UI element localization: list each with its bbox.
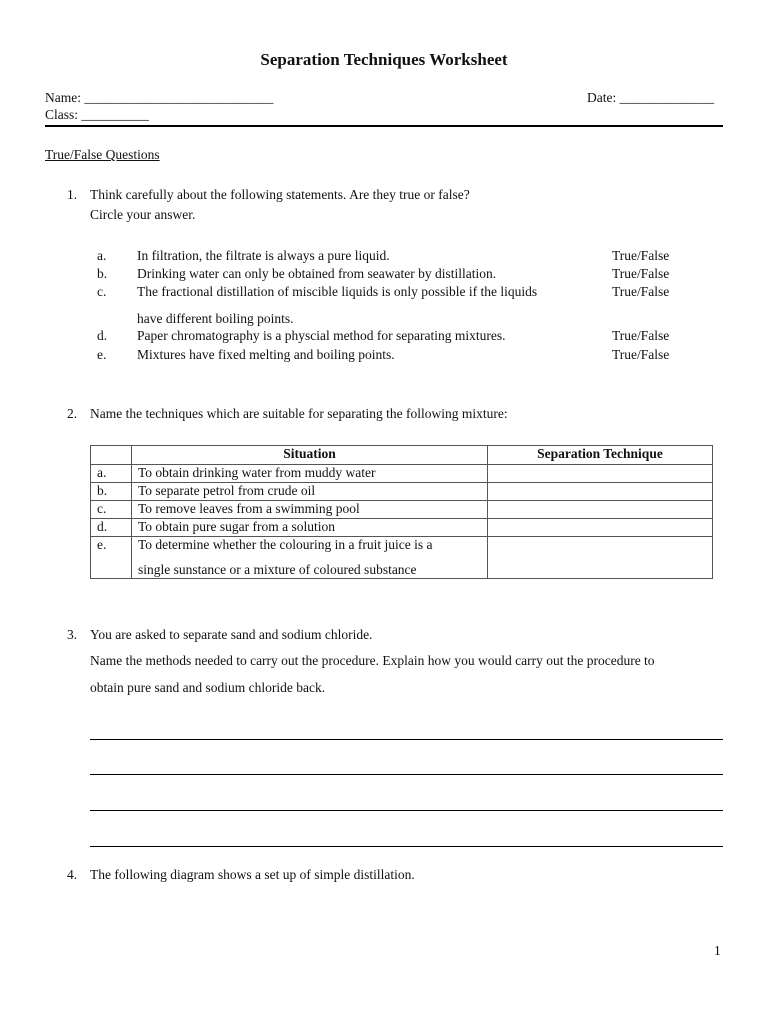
q1-item-text: Paper chromatography is a physcial method for separating mixtures. bbox=[137, 328, 506, 343]
table-row bbox=[91, 501, 713, 519]
table-row bbox=[91, 465, 713, 483]
row-situation bbox=[132, 537, 488, 579]
q1-item-letter: d. bbox=[97, 328, 108, 343]
row-letter: c. bbox=[91, 501, 132, 519]
q1-item-letter: e. bbox=[97, 347, 107, 362]
row-letter: b. bbox=[91, 483, 132, 501]
q1-item-text: In filtration, the filtrate is always a pure liquid. bbox=[137, 248, 390, 263]
row-technique-answer[interactable] bbox=[488, 537, 713, 579]
q1-item-text: Drinking water can only be obtained from seawater by distillation. bbox=[137, 266, 497, 281]
q1-item-answer[interactable]: True/False bbox=[612, 328, 670, 343]
row-letter: a. bbox=[91, 465, 132, 483]
row-letter: d. bbox=[91, 519, 132, 537]
q4-number: 4. bbox=[67, 867, 78, 882]
table-header-letter bbox=[91, 446, 132, 465]
q3-text-line2: Name the methods needed to carry out the procedure. Explain how you would carry out the procedure to bbox=[90, 653, 655, 668]
answer-line[interactable] bbox=[90, 810, 723, 811]
q1-item-answer[interactable]: True/False bbox=[612, 347, 670, 362]
answer-line[interactable] bbox=[90, 774, 723, 775]
q3-number: 3. bbox=[67, 627, 78, 642]
page-number: 1 bbox=[714, 943, 721, 958]
q1-item-answer[interactable]: True/False bbox=[612, 266, 670, 281]
answer-line[interactable] bbox=[90, 739, 723, 740]
row-situation-line1: To determine whether the colouring in a fruit juice is a bbox=[138, 537, 433, 552]
table-row bbox=[91, 519, 713, 537]
table-row bbox=[91, 483, 713, 501]
row-situation: To separate petrol from crude oil bbox=[132, 483, 488, 501]
q1-item-answer[interactable]: True/False bbox=[612, 284, 670, 299]
q4-text: The following diagram shows a set up of simple distillation. bbox=[90, 867, 415, 882]
row-technique-answer[interactable] bbox=[488, 501, 713, 519]
q1-instruction: Circle your answer. bbox=[90, 207, 196, 222]
section-title: True/False Questions bbox=[45, 147, 160, 162]
row-technique-answer[interactable] bbox=[488, 483, 713, 501]
q2-text: Name the techniques which are suitable for separating the following mixture: bbox=[90, 406, 508, 421]
row-technique-answer[interactable] bbox=[488, 465, 713, 483]
table-row bbox=[91, 537, 713, 579]
table-header-situation: Situation bbox=[132, 446, 488, 465]
table-header-technique: Separation Technique bbox=[488, 446, 713, 465]
q1-item-letter: c. bbox=[97, 284, 107, 299]
q3-text-line3: obtain pure sand and sodium chloride back. bbox=[90, 680, 326, 695]
separation-table bbox=[90, 445, 713, 579]
row-letter: e. bbox=[91, 537, 132, 579]
q1-text: Think carefully about the following statements. Are they true or false? bbox=[90, 187, 470, 202]
row-situation: To obtain drinking water from muddy water bbox=[132, 465, 488, 483]
date-field-label: Date: ______________ bbox=[587, 90, 715, 105]
q1-item-letter: a. bbox=[97, 248, 107, 263]
row-situation: To remove leaves from a swimming pool bbox=[132, 501, 488, 519]
row-situation-line2: single sunstance or a mixture of coloured substance bbox=[138, 562, 417, 577]
q2-number: 2. bbox=[67, 406, 78, 421]
table-header-row bbox=[91, 446, 713, 465]
q1-item-text: Mixtures have fixed melting and boiling points. bbox=[137, 347, 395, 362]
q1-item-text: The fractional distillation of miscible liquids is only possible if the liquids bbox=[137, 284, 538, 299]
answer-line[interactable] bbox=[90, 846, 723, 847]
header-divider bbox=[45, 125, 723, 127]
q1-item-text-continued: have different boiling points. bbox=[137, 311, 294, 326]
q1-item-answer[interactable]: True/False bbox=[612, 248, 670, 263]
worksheet-title: Separation Techniques Worksheet bbox=[260, 50, 508, 69]
row-situation: To obtain pure sugar from a solution bbox=[132, 519, 488, 537]
q1-number: 1. bbox=[67, 187, 78, 202]
name-field-label: Name: ____________________________ bbox=[45, 90, 274, 105]
q3-text: You are asked to separate sand and sodium chloride. bbox=[90, 627, 373, 642]
class-field-label: Class: __________ bbox=[45, 107, 149, 122]
row-technique-answer[interactable] bbox=[488, 519, 713, 537]
q1-item-letter: b. bbox=[97, 266, 108, 281]
